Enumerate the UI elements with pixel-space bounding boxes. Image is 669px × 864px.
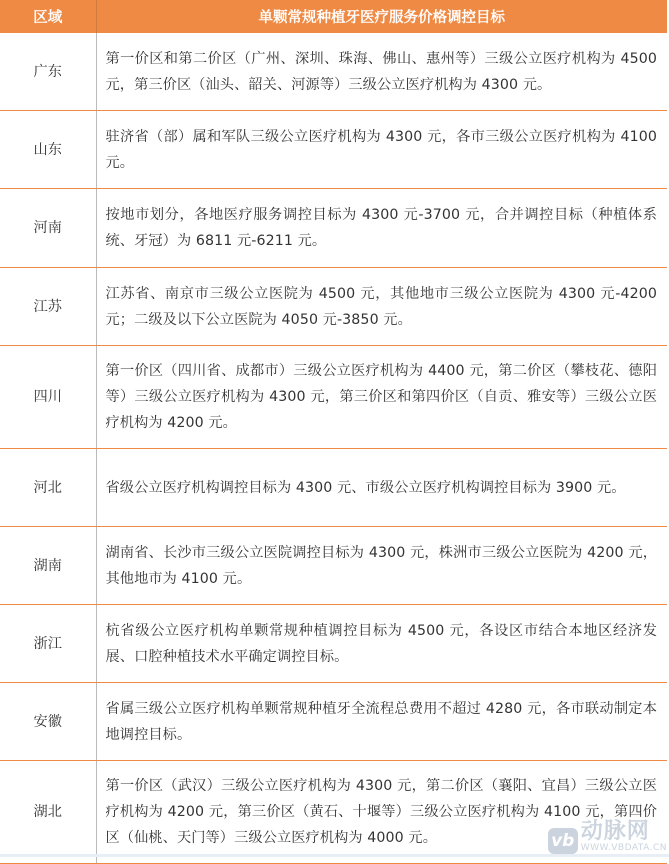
target-cell: 按地市划分，各地医疗服务调控目标为 4300 元-3700 元，合并调控目标（种植体系统、牙冠）为 6811 元-6211 元。: [96, 189, 667, 268]
header-region: 区域: [0, 0, 96, 33]
table-row: [0, 605, 667, 683]
target-cell: 省级公立医疗机构调控目标为 4300 元、市级公立医疗机构调控目标为 3900 元。: [96, 449, 667, 527]
region-cell: 四川: [0, 346, 96, 449]
table-row: [0, 189, 667, 268]
table-row: [0, 346, 667, 449]
region-cell: 广东: [0, 33, 96, 111]
region-cell: 江苏: [0, 268, 96, 346]
table-row: [0, 33, 667, 111]
table-row: [0, 268, 667, 346]
target-cell: 第一价区和第二价区（广州、深圳、珠海、佛山、惠州等）三级公立医疗机构为 4500 元，第三价区（汕头、韶关、河源等）三级公立医疗机构为 4300 元。: [96, 33, 667, 111]
header-row: [0, 0, 667, 33]
region-cell: 浙江: [0, 605, 96, 683]
table-row: [0, 527, 667, 605]
target-cell: 驻济省（部）属和军队三级公立医疗机构为 4300 元，各市三级公立医疗机构为 4100 元。: [96, 111, 667, 189]
region-cell: 湖北: [0, 761, 96, 864]
vbdata-watermark: [548, 821, 667, 854]
region-cell: 河北: [0, 449, 96, 527]
target-cell: 杭省级公立医疗机构单颗常规种植调控目标为 4500 元，各设区市结合本地区经济发展、口腔种植技术水平确定调控目标。: [96, 605, 667, 683]
header-target: 单颗常规种植牙医疗服务价格调控目标: [96, 0, 667, 33]
region-cell: 河南: [0, 189, 96, 268]
region-cell: 湖南: [0, 527, 96, 605]
target-cell: 第一价区（四川省、成都市）三级公立医疗机构为 4400 元，第二价区（攀枝花、德阳等）三级公立医疗机构为 4300 元，第三价区和第四价区（自贡、雅安等）三级公立医疗机构为 4200 元。: [96, 346, 667, 449]
target-cell: 省属三级公立医疗机构单颗常规种植牙全流程总费用不超过 4280 元，各市联动制定本地调控目标。: [96, 683, 667, 761]
region-cell: 安徽: [0, 683, 96, 761]
table-header: [0, 0, 667, 33]
table-row: [0, 111, 667, 189]
table-row: [0, 683, 667, 761]
target-cell: 第一价区（武汉）三级公立医疗机构为 4300 元，第二价区（襄阳、宜昌）三级公立医疗机构为 4200 元，第三价区（黄石、十堰等）三级公立医疗机构为 4100 元，第四价区（仙桃、天门等）三级公立医疗机构为 4000 元。: [96, 761, 667, 864]
target-cell: 湖南省、长沙市三级公立医院调控目标为 4300 元，株洲市三级公立医院为 4200 元，其他地市为 4100 元。: [96, 527, 667, 605]
table-row: [0, 449, 667, 527]
watermark-url: WWW.VBDATA.CN: [580, 843, 667, 853]
target-cell: 江苏省、南京市三级公立医院为 4500 元，其他地市三级公立医院为 4300 元-4200 元；二级及以下公立医院为 4050 元-3850 元。: [96, 268, 667, 346]
table-body: [0, 33, 667, 864]
watermark-brand: 动脉网: [580, 819, 650, 844]
vb-logo-icon: vb: [548, 828, 578, 854]
watermark-text: [581, 821, 667, 854]
region-cell: 山东: [0, 111, 96, 189]
